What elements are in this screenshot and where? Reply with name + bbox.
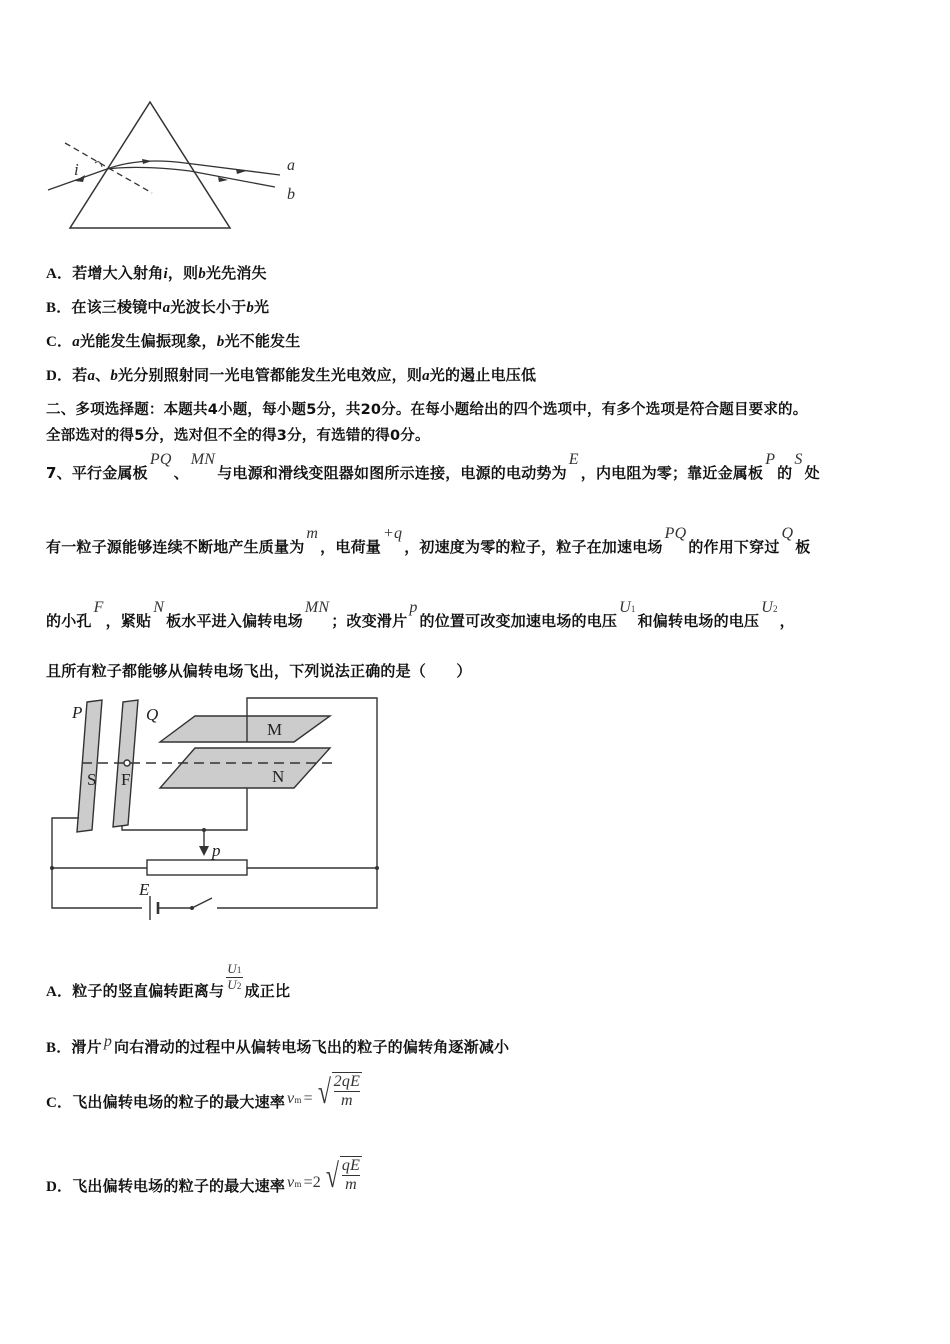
q7-stem-line4: 且所有粒子都能够从偏转电场飞出，下列说法正确的是（ ）	[46, 662, 472, 680]
angle-arc	[95, 162, 102, 167]
wire-N	[122, 788, 247, 830]
label-P: P	[72, 703, 83, 722]
plate-N	[160, 748, 330, 788]
arrow-head	[142, 159, 152, 164]
label-b: b	[287, 186, 295, 203]
symbol-U1: U1	[619, 599, 636, 616]
label-S: S	[87, 770, 97, 789]
label-p: p	[212, 841, 221, 860]
label-i: i	[74, 160, 79, 179]
label-Q: Q	[146, 705, 159, 724]
rheostat	[147, 860, 247, 875]
label-E: E	[139, 880, 150, 899]
q7-stem-line2: 有一粒子源能够连续不断地产生质量为m，电荷量+q，初速度为零的粒子，粒子在加速电场PQ的作用下穿过Q板	[46, 525, 811, 556]
wire-P	[52, 818, 147, 868]
refracted-ray-b	[107, 167, 275, 187]
circuit-figure	[42, 690, 387, 920]
q7-option-c: C．飞出偏转电场的粒子的最大速率 vm = √ 2qE m	[46, 1073, 361, 1111]
q6-option-d: D．若a、b光分别照射同一光电管都能发生光电效应，则a光的遏止电压低	[46, 366, 537, 384]
label-N: N	[272, 767, 285, 786]
hole-F	[124, 760, 130, 766]
sqrt-expression-d: √ qE m	[325, 1157, 361, 1195]
q6-option-c: C．a光能发生偏振现象，b光不能发生	[46, 332, 301, 350]
junction-dot	[375, 866, 379, 870]
wire-bottom	[52, 868, 142, 908]
label-a: a	[287, 157, 295, 174]
switch	[192, 898, 212, 908]
section-header-line2: 全部选对的得5分，选对但不全的得3分，有选错的得0分。	[46, 428, 430, 444]
symbol-U2: U2	[761, 599, 778, 616]
fraction-u1-u2: $\frac{U1}{U2}$	[227, 961, 242, 992]
junction-dot	[202, 828, 206, 832]
q7-option-d: D．飞出偏转电场的粒子的最大速率 vm =2 √ qE m	[46, 1157, 361, 1195]
plate-M	[160, 716, 330, 742]
q6-option-a: A．若增大入射角i，则b光先消失	[46, 264, 267, 282]
sqrt-expression-c: √ 2qE m	[317, 1073, 361, 1111]
q7-option-a: A．粒子的竖直偏转距离与 $\frac{U1}{U2}$ 成正比	[46, 961, 291, 1000]
label-M: M	[267, 720, 283, 739]
slider-arrow	[199, 846, 209, 856]
prism-figure	[40, 95, 320, 240]
switch-contact	[190, 906, 194, 910]
section-header-line1: 二、多项选择题：本题共4小题，每小题5分，共20分。在每小题给出的四个选项中，有多个选项是符合题目要求的。	[46, 402, 808, 418]
q7-option-b: B．滑片 p 向右滑动的过程中从偏转电场飞出的粒子的偏转角逐渐减小	[46, 1033, 510, 1056]
junction-dot	[50, 866, 54, 870]
q7-stem-line3: 的小孔F，紧贴N板水平进入偏转电场MN；改变滑片p的位置可改变加速电场的电压U1和偏转电场的电压U2，	[46, 599, 795, 630]
q7-stem-line1: 7、平行金属板PQ、MN与电源和滑线变阻器如图所示连接，电源的电动势为E，内电阻为零；靠近金属板P的S处	[46, 451, 820, 482]
label-F: F	[121, 770, 131, 789]
q6-option-b: B．在该三棱镜中a光波长小于b光	[46, 298, 270, 316]
